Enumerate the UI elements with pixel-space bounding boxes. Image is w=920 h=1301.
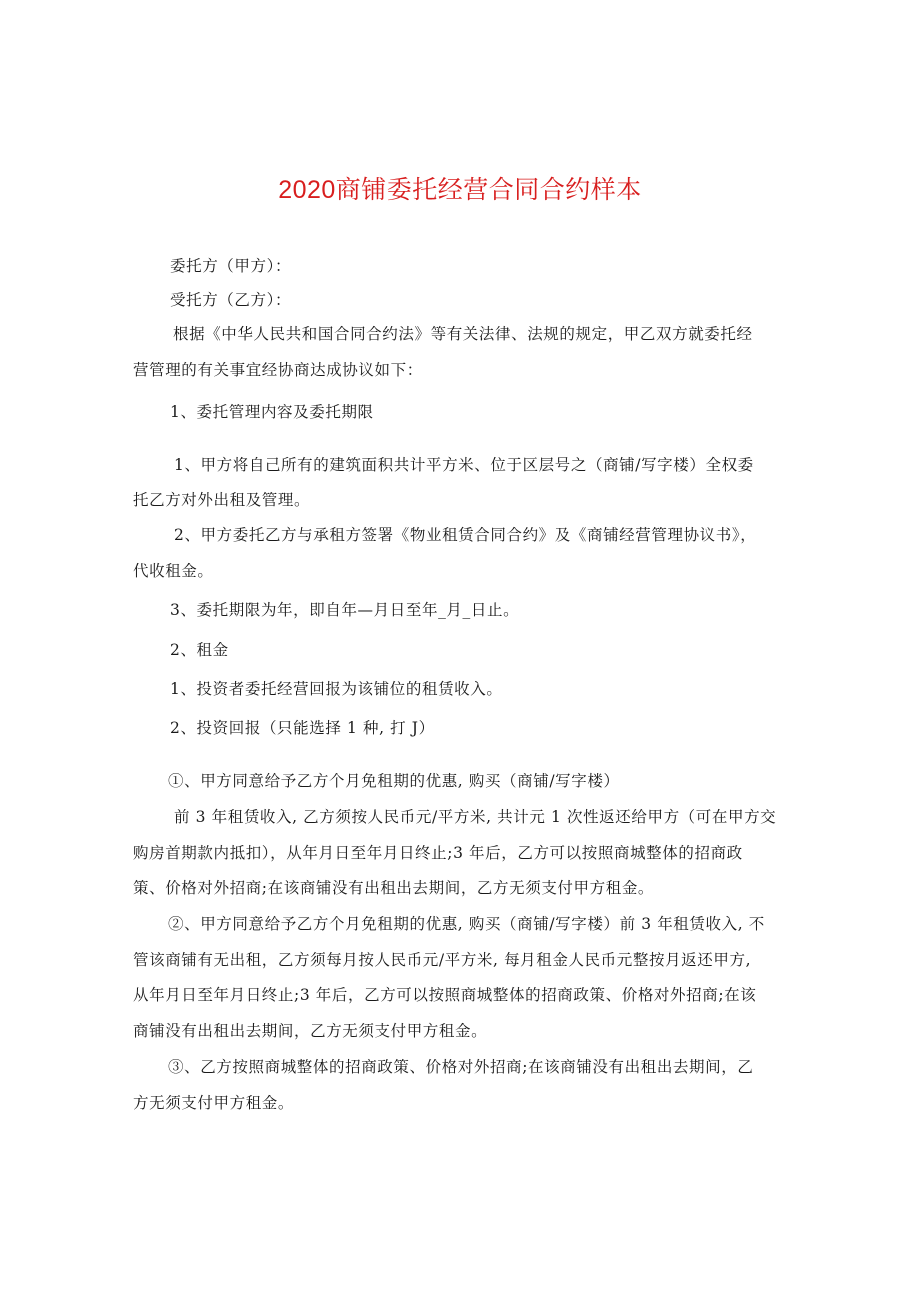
paragraph-line: ②、甲方同意给予乙方个月免租期的优惠, 购买（商铺/写字楼）前 3 年租赁收入, 不 xyxy=(168,915,765,933)
paragraph-line: 方无须支付甲方租金。 xyxy=(133,1094,295,1112)
paragraph-line: 购房首期款内抵扣），从年月日至年月日终止;3 年后，乙方可以按照商城整体的招商政 xyxy=(133,844,743,862)
paragraph-line: 受托方（乙方）： xyxy=(170,291,292,309)
paragraph-line: 商铺没有出租出去期间，乙方无须支付甲方租金。 xyxy=(133,1022,488,1040)
paragraph-line: 管该商铺有无出租，乙方须每月按人民币元/平方米, 每月租金人民币元整按月返还甲方, xyxy=(133,951,752,969)
paragraph-line: 1、委托管理内容及委托期限 xyxy=(170,403,374,421)
paragraph-line: 2、投资回报（只能选择 1 种, 打 J） xyxy=(170,719,435,737)
paragraph-line: 托乙方对外出租及管理。 xyxy=(133,491,311,509)
document-title: 2020商铺委托经营合同合约样本 xyxy=(278,176,642,204)
paragraph-line: 营管理的有关事宜经协商达成协议如下： xyxy=(133,361,423,379)
paragraph-line: 从年月日至年月日终止;3 年后，乙方可以按照商城整体的招商政策、价格对外招商;在该 xyxy=(133,986,757,1004)
paragraph-line: 前 3 年租赁收入, 乙方须按人民币元/平方米, 共计元 1 次性返还给甲方（可在甲方交 xyxy=(174,808,777,826)
paragraph-line: ③、乙方按照商城整体的招商政策、价格对外招商;在该商铺没有出租出去期间，乙 xyxy=(168,1058,754,1076)
paragraph-line: 3、委托期限为年，即自年—月日至年_月_日止。 xyxy=(170,601,520,619)
paragraph-line: 1、投资者委托经营回报为该铺位的租赁收入。 xyxy=(170,680,503,698)
paragraph-line: 1、甲方将自己所有的建筑面积共计平方米、位于区层号之（商铺/写字楼）全权委 xyxy=(174,456,754,474)
paragraph-line: 2、甲方委托乙方与承租方签署《物业租赁合同合约》及《商铺经营管理协议书》， xyxy=(174,526,757,544)
paragraph-line: 委托方（甲方）： xyxy=(170,257,292,275)
paragraph-line: 根据《中华人民共和国合同合约法》等有关法律、法规的规定，甲乙双方就委托经 xyxy=(173,325,753,343)
paragraph-line: 2、租金 xyxy=(170,641,229,659)
paragraph-line: 策、价格对外招商;在该商铺没有出租出去期间，乙方无须支付甲方租金。 xyxy=(133,879,655,897)
paragraph-line: ①、甲方同意给予乙方个月免租期的优惠, 购买（商铺/写字楼） xyxy=(168,772,620,790)
paragraph-line: 代收租金。 xyxy=(133,562,214,580)
